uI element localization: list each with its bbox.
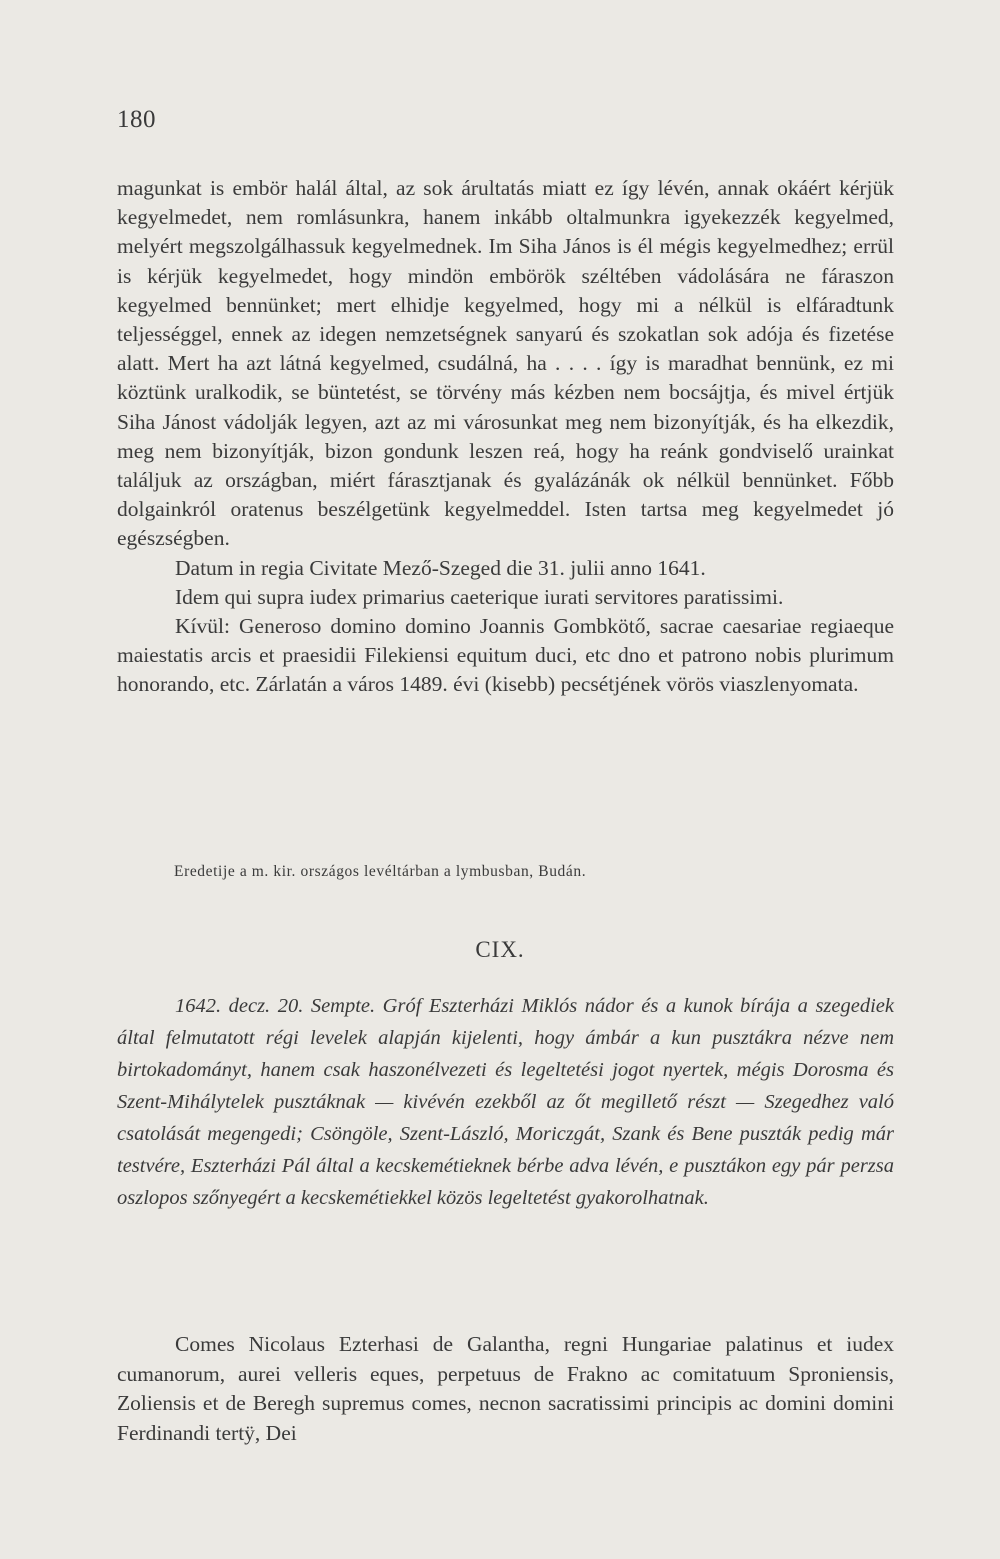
letter-paragraph: magunkat is embör halál által, az sok árultatás miatt ez így lévén, annak okáért kérjük kegyelmedet, nem romlásunkra, hanem inkább oltalmunkra igyekezzék kegyelmed, melyért megszolgálhassuk kegyelmednek. Im Siha János is él mégis kegyelmedhez; errül is kérjük kegyelmedet, hogy mindön embörök széltében vádolására ne fáraszon kegyelmed bennünket; mert elhidje kegyelmed, hogy mi a nélkül is elfáradtunk teljességgel, ennek az idegen nemzetségnek sanyarú és szokatlan sok adója és fizetése alatt. Mert ha azt látná kegyelmed, csudálná, ha . . . . így is maradhat bennünk, ez mi köztünk uralkodik, se büntetést, se törvény más kézben nem bocsájtja, és mivel értjük Siha Jánost vádolják legyen, azt az mi városunkat meg nem bizonyítják, és ha elkezdik, meg nem bizonyítják, bizon gondunk leszen reá, hogy ha reánk gondviselő urainkat találjuk az országban, miért fárasztjanak és gyalázánák ok nélkül bennünket. Főbb dolgainkról oratenus beszélgetünk kegyelmeddel. Isten tartsa meg kegyelmedet jó egészségben.	[117, 176, 894, 551]
letter-paragraph: Datum in regia Civitate Mező-Szeged die 31. julii anno 1641.	[175, 555, 706, 580]
regest-paragraph: 1642. decz. 20. Sempte. Gróf Eszterházi Miklós nádor és a kunok bírája a szegediek által felmutatott régi levelek alapján kijelenti, hogy ámbár a kun pusztákra nézve nem birtokadományt, hanem csak haszonélvezeti és legeltetési jogot nyertek, mégis Dorosma és Szent-Mihálytelek pusztáknak — kivévén ezekből az őt megillető részt — Szegedhez való csatolását megengedi; Csöngöle, Szent-László, Moriczgát, Szank és Bene puszták pedig már testvére, Eszterházi Pál által a kecskemétieknek bérbe adva lévén, e pusztákon egy pár perzsa oszlopos szőnyegért a kecskemétiekkel közös legeltetést gyakorolhatnak.	[117, 995, 894, 1209]
letter-paragraph: Idem qui supra iudex primarius caeterique iurati servitores paratissimi.	[175, 584, 784, 609]
letter-paragraph: Kívül: Generoso domino domino Joannis Gombkötő, sacrae caesariae regiaeque maiestatis arcis et praesidii Filekiensi equitum duci, etc dno et patrono nobis plurimum honorando, etc. Zárlatán a város 1489. évi (kisebb) pecsétjének vörös viaszlenyomata.	[117, 614, 894, 697]
latin-paragraph: Comes Nicolaus Ezterhasi de Galantha, regni Hungariae palatinus et iudex cumanorum, aurei velleris eques, perpetuus de Frakno ac comitatuum Sproniensis, Zoliensis et de Beregh supremus comes, necnon sacratissimi principis ac domini domini Ferdinandi tertÿ, Dei	[117, 1332, 894, 1445]
document-number: CIX.	[475, 937, 525, 962]
page-number: 180	[117, 106, 156, 133]
letter-text	[117, 174, 894, 700]
regest	[117, 990, 894, 1214]
latin-text	[117, 1330, 894, 1448]
source-note: Eredetije a m. kir. országos levéltárban a lymbusban, Budán.	[174, 863, 587, 880]
